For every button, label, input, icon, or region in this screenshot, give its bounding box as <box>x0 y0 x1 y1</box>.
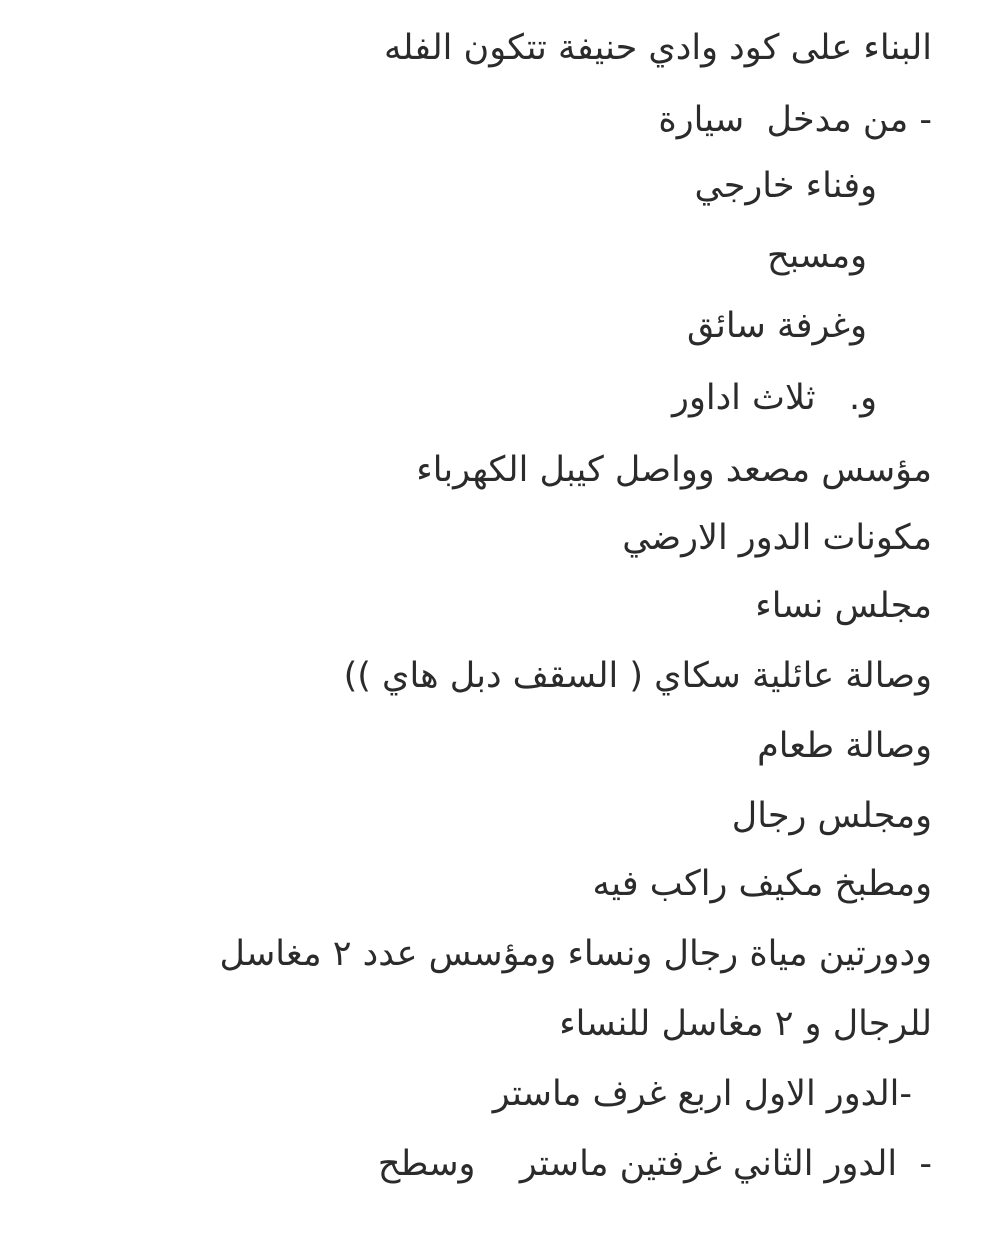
text-line-17: - الدور الثاني غرفتين ماستر وسطح <box>377 1144 932 1184</box>
text-line-9: مجلس نساء <box>755 586 932 626</box>
text-line-15: للرجال و ٢ مغاسل للنساء <box>559 1004 932 1044</box>
text-line-6: و. ثلاث اداور <box>672 378 877 418</box>
text-line-1: البناء على كود وادي حنيفة تتكون الفله <box>383 28 932 68</box>
text-line-2: - من مدخل سيارة <box>658 100 932 140</box>
text-line-8: مكونات الدور الارضي <box>622 518 932 558</box>
text-line-4: ومسبح <box>766 236 867 276</box>
text-line-13: ومطبخ مكيف راكب فيه <box>592 864 932 904</box>
text-line-16: -الدور الاول اربع غرف ماستر <box>492 1074 912 1114</box>
text-line-14: ودورتين مياة رجال ونساء ومؤسس عدد ٢ مغاسل <box>219 934 932 974</box>
text-line-3: وفناء خارجي <box>694 166 877 206</box>
text-line-5: وغرفة سائق <box>686 306 867 346</box>
text-line-7: مؤسس مصعد وواصل كيبل الكهرباء <box>416 450 932 490</box>
text-line-11: وصالة طعام <box>757 726 932 766</box>
text-line-12: ومجلس رجال <box>731 796 932 836</box>
text-line-10: وصالة عائلية سكاي ( السقف دبل هاي )) <box>343 656 932 696</box>
